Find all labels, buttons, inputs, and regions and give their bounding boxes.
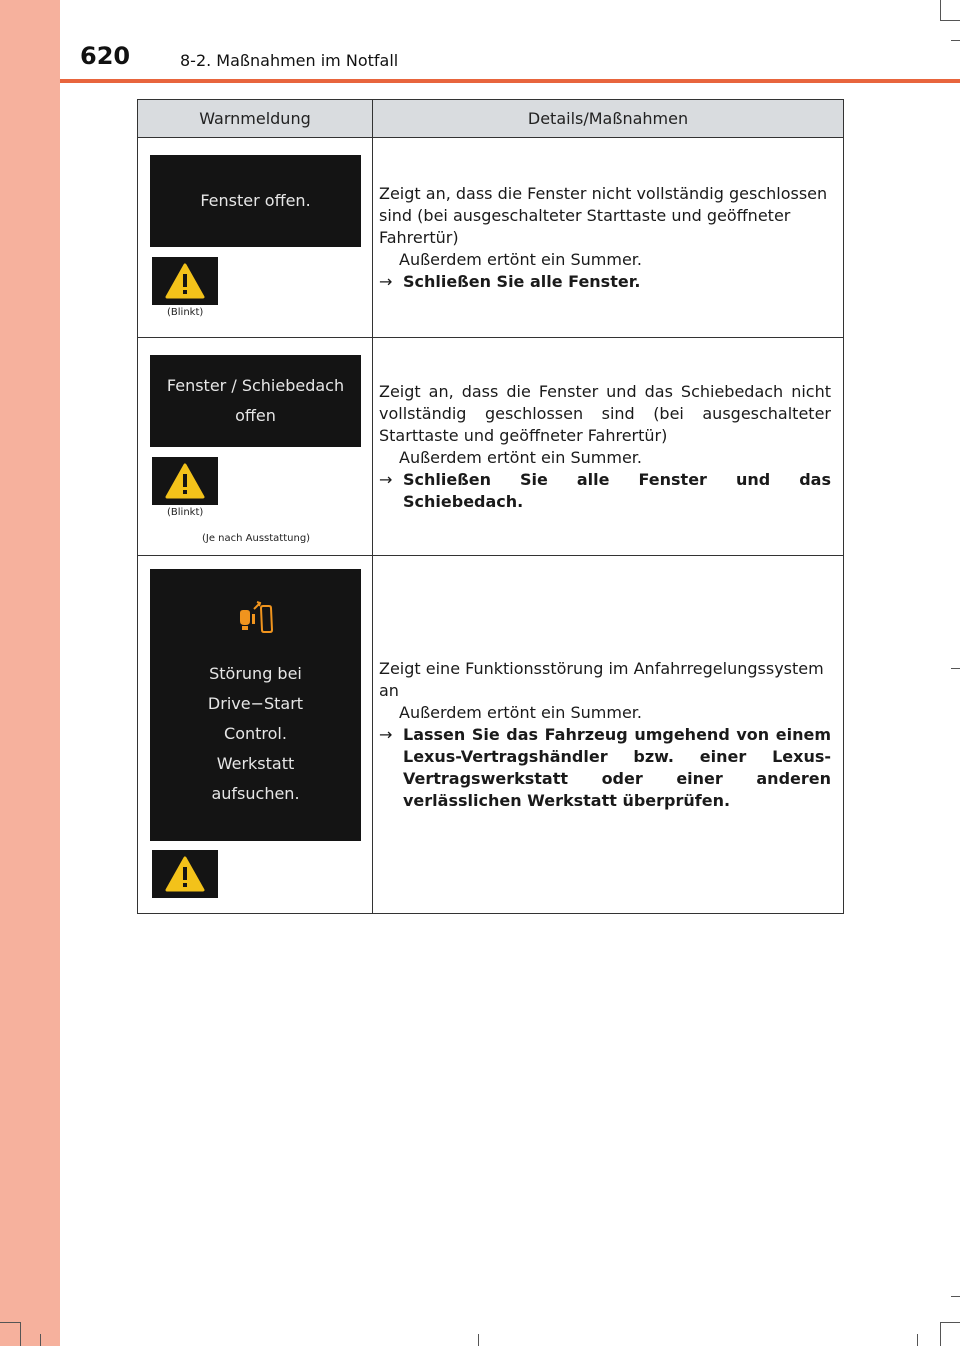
warning-table — [137, 99, 844, 914]
crop-mark — [940, 20, 960, 21]
action-label: Schließen Sie alle Fenster und das Schiebedach. — [403, 469, 831, 511]
table-row — [138, 338, 844, 556]
action-text — [379, 724, 831, 812]
warning-triangle-icon — [152, 457, 218, 505]
crop-mark — [0, 1322, 20, 1323]
display-text: Control. — [224, 724, 287, 743]
action-label: Lassen Sie das Fahrzeug umgehend von einem Lexus-Vertragshändler bzw. einer Lexus-Vertragswerkstatt oder einer anderen verlässlichen Werkstatt überprüfen. — [403, 724, 831, 810]
details-cell — [373, 556, 844, 914]
crop-mark — [951, 668, 960, 669]
crop-mark — [917, 1334, 918, 1346]
action-text — [379, 271, 831, 293]
column-header-details: Details/Maßnahmen — [373, 100, 844, 138]
action-label: Schließen Sie alle Fenster. — [403, 271, 641, 291]
equipment-caption: (Je nach Ausstattung) — [202, 533, 311, 544]
crop-mark — [940, 0, 941, 20]
icon-caption: (Blinkt) — [167, 307, 204, 318]
description-text: Zeigt an, dass die Fenster nicht vollständig geschlossen sind (bei ausgeschalteter Starttaste und geöffneter Fahrertür) — [379, 183, 828, 247]
table-row — [138, 556, 844, 914]
crop-mark — [478, 1334, 479, 1346]
icon-caption: (Blinkt) — [167, 507, 204, 518]
warning-image-cell — [138, 556, 373, 914]
description-text: Zeigt eine Funktionsstörung im Anfahrregelungssystem an — [379, 658, 824, 700]
display-screen — [150, 355, 361, 447]
display-text: Fenster offen. — [200, 191, 311, 210]
arrow-icon: → — [379, 469, 393, 489]
crop-mark — [940, 1322, 960, 1323]
details-cell — [373, 138, 844, 338]
display-text: Fenster / Schiebedach — [166, 376, 345, 395]
display-text: Drive−Start — [207, 694, 304, 713]
warning-triangle-icon — [152, 257, 218, 305]
warning-image-cell — [138, 338, 373, 556]
details-cell — [373, 338, 844, 556]
display-text: Störung bei — [209, 664, 302, 683]
header-accent-line — [60, 79, 960, 83]
crop-mark — [20, 1322, 21, 1346]
note-text: Außerdem ertönt ein Summer. — [399, 447, 642, 467]
display-text: offen — [235, 406, 276, 425]
description-text: Zeigt an, dass die Fenster und das Schiebedach nicht vollständig geschlossen sind (bei ausgeschalteter Starttaste und geöffneter Fahrertür) — [379, 381, 831, 445]
crop-mark — [940, 1322, 941, 1346]
display-text: aufsuchen. — [211, 784, 300, 803]
section-title: 8-2. Maßnahmen im Notfall — [180, 51, 399, 70]
warning-image-cell — [138, 138, 373, 338]
side-color-bar — [0, 0, 60, 1346]
display-screen — [150, 569, 361, 841]
display-text: Werkstatt — [216, 754, 295, 773]
column-header-warning: Warnmeldung — [138, 100, 373, 138]
table-row — [138, 138, 844, 338]
note-text: Außerdem ertönt ein Summer. — [399, 249, 642, 269]
crop-mark — [40, 1334, 41, 1346]
table-header-row — [138, 100, 844, 138]
drive-start-control-icon — [236, 601, 276, 639]
note-text: Außerdem ertönt ein Summer. — [399, 702, 642, 722]
crop-mark — [951, 40, 960, 41]
action-text — [379, 469, 831, 513]
crop-mark — [951, 1296, 960, 1297]
warning-triangle-icon — [152, 850, 218, 898]
arrow-icon: → — [379, 724, 393, 744]
arrow-icon: → — [379, 271, 393, 291]
display-screen — [150, 155, 361, 247]
page-number: 620 — [80, 42, 131, 70]
